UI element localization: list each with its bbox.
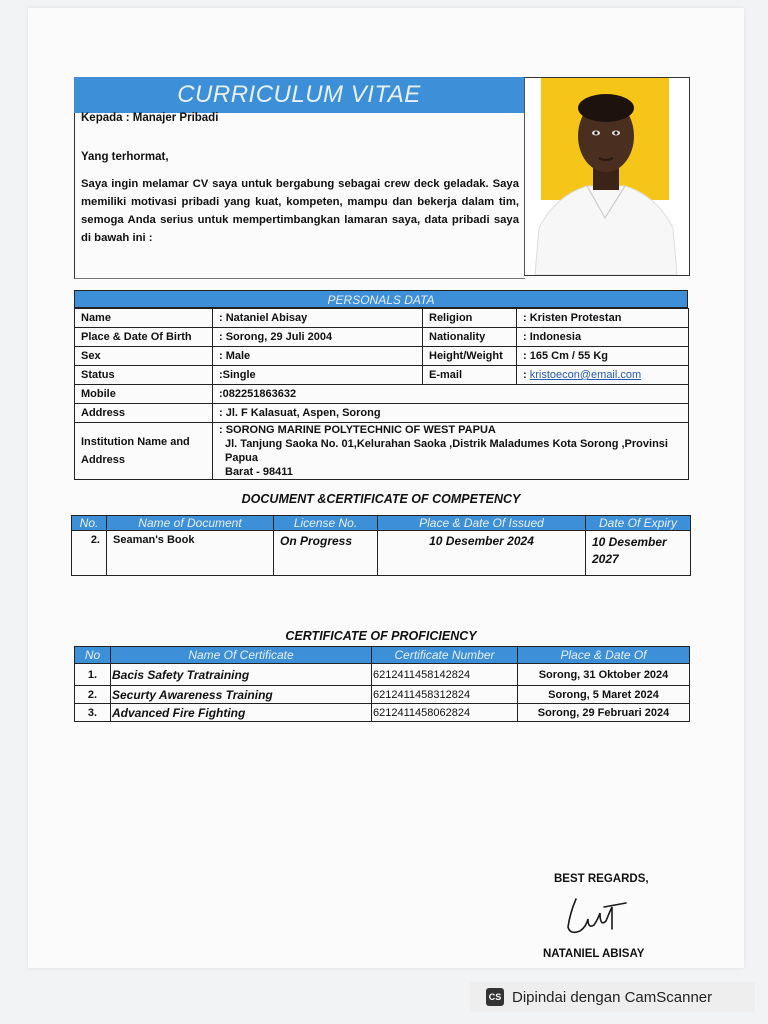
signature-icon — [562, 893, 634, 941]
doc-license: On Progress — [274, 531, 378, 576]
prof-no: 3. — [75, 704, 111, 722]
birth-label: Place & Date Of Birth — [75, 328, 213, 347]
address-label: Address — [75, 404, 213, 423]
prof-no: 2. — [75, 686, 111, 704]
institution-name: : SORONG MARINE POLYTECHNIC OF WEST PAPUA — [219, 424, 496, 436]
prof-name: Securty Awareness Training — [111, 686, 372, 704]
prof-place: Sorong, 29 Februari 2024 — [518, 704, 690, 722]
scanner-text: Dipindai dengan CamScanner — [512, 988, 713, 1006]
proficiency-heading: CERTIFICATE OF PROFICIENCY — [285, 629, 477, 643]
email-label: E-mail — [423, 366, 517, 385]
institution-label-line-1: Institution Name and — [81, 436, 190, 448]
prof-name: Advanced Fire Fighting — [111, 704, 372, 722]
doc-no: 2. — [72, 531, 107, 576]
sex-value: : Male — [213, 347, 423, 366]
cv-title: CURRICULUM VITAE — [74, 77, 524, 113]
prof-header-no: No — [75, 647, 111, 664]
closing-regards: BEST REGARDS, — [554, 873, 649, 885]
prof-place: Sorong, 5 Maret 2024 — [518, 686, 690, 704]
sex-label: Sex — [75, 347, 213, 366]
institution-label — [75, 423, 213, 480]
table-row — [75, 686, 690, 704]
prof-place: Sorong, 31 Oktober 2024 — [518, 664, 690, 686]
mobile-value: :082251863632 — [213, 385, 689, 404]
intro-paragraph: Saya ingin melamar CV saya untuk bergabung sebagai crew deck geladak. Saya memiliki motivasi pribadi yang kuat, kompeten, mampu dan bekerja dalam tim, semoga Anda serius untuk mempertimbangkan lamaran saya, data pribadi saya di bawah ini : — [81, 178, 519, 244]
recipient-line: Kepada : Manajer Pribadi — [81, 112, 219, 124]
personal-data-heading: PERSONALS DATA — [74, 290, 688, 308]
institution-value — [213, 423, 689, 480]
height-weight-label: Height/Weight — [423, 347, 517, 366]
status-value: :Single — [213, 366, 423, 385]
table-row — [75, 664, 690, 686]
prof-number: 6212411458062824 — [372, 704, 518, 722]
scanner-watermark — [470, 982, 755, 1012]
institution-address-line-2: Barat - 98411 — [225, 466, 293, 478]
prof-no: 1. — [75, 664, 111, 686]
birth-value: : Sorong, 29 Juli 2004 — [213, 328, 423, 347]
nationality-value: : Indonesia — [517, 328, 689, 347]
institution-address-line-1: Jl. Tanjung Saoka No. 01,Kelurahan Saoka ,Distrik Maladumes Kota Sorong ,Provinsi Papua — [225, 438, 668, 464]
institution-label-line-2: Address — [81, 454, 126, 466]
camscanner-logo-icon: CS — [486, 988, 504, 1006]
prof-header-place: Place & Date Of — [518, 647, 690, 664]
height-weight-value: : 165 Cm / 55 Kg — [517, 347, 689, 366]
documents-table — [71, 515, 691, 576]
email-cell — [517, 366, 689, 385]
prof-header-name: Name Of Certificate — [111, 647, 372, 664]
email-prefix: : — [523, 369, 530, 381]
closing-name: NATANIEL ABISAY — [543, 948, 645, 960]
table-row — [72, 531, 691, 576]
doc-header-license: License No. — [274, 516, 378, 531]
email-link[interactable]: kristoecon@email.com — [529, 369, 642, 381]
profile-photo — [524, 77, 690, 276]
person-photo-icon — [525, 78, 689, 275]
doc-expiry-line-1: 10 Desember — [592, 535, 667, 549]
doc-expiry-line-2: 2027 — [592, 552, 619, 566]
documents-heading: DOCUMENT &CERTIFICATE OF COMPETENCY — [241, 492, 521, 506]
prof-number: 6212411458312824 — [372, 686, 518, 704]
name-value: : Nataniel Abisay — [213, 309, 423, 328]
doc-header-name: Name of Document — [107, 516, 274, 531]
nationality-label: Nationality — [423, 328, 517, 347]
doc-header-issued: Place & Date Of Issued — [378, 516, 586, 531]
doc-header-expiry: Date Of Expiry — [586, 516, 691, 531]
greeting: Yang terhormat, — [81, 151, 169, 163]
prof-header-number: Certificate Number — [372, 647, 518, 664]
doc-expiry — [586, 531, 691, 576]
name-label: Name — [75, 309, 213, 328]
prof-name: Bacis Safety Tratraining — [111, 664, 372, 686]
religion-label: Religion — [423, 309, 517, 328]
doc-name: Seaman's Book — [107, 531, 274, 576]
table-row — [75, 704, 690, 722]
proficiency-table — [74, 646, 690, 722]
doc-header-no: No. — [72, 516, 107, 531]
mobile-label: Mobile — [75, 385, 213, 404]
address-value: : Jl. F Kalasuat, Aspen, Sorong — [213, 404, 689, 423]
status-label: Status — [75, 366, 213, 385]
doc-issued: 10 Desember 2024 — [378, 531, 586, 576]
personal-data-table — [74, 308, 689, 480]
religion-value: : Kristen Protestan — [517, 309, 689, 328]
prof-number: 6212411458142824 — [372, 664, 518, 686]
